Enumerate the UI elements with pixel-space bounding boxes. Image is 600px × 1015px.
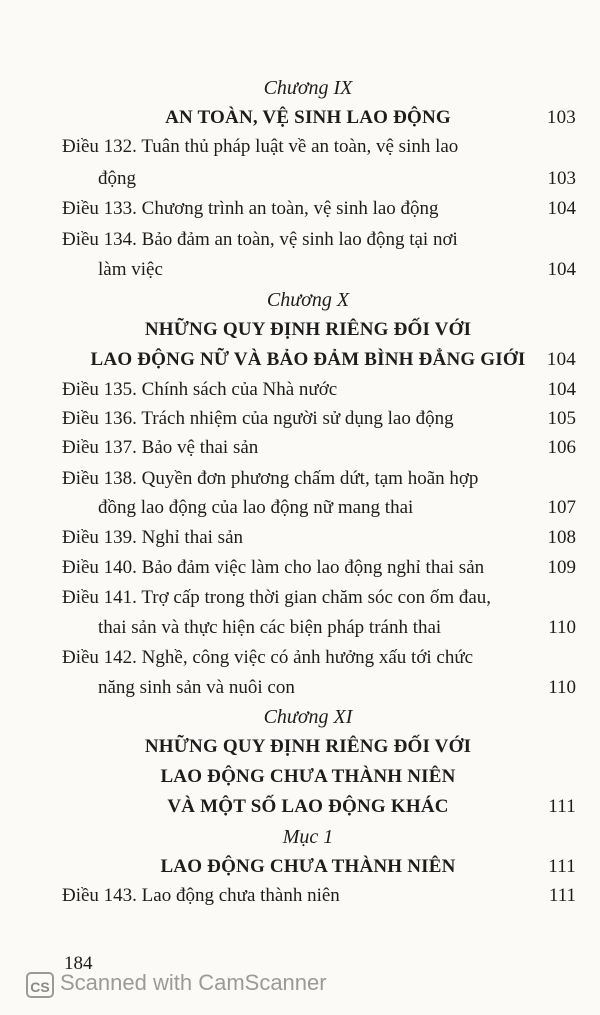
page-ref: 103 [547, 168, 576, 189]
toc-entry-art142: Điều 142. Nghề, công việc có ảnh hưởng xấu tới chức [62, 647, 474, 668]
chapter-xi-label: Chương XI [263, 706, 353, 728]
toc-entry-art138-cont: đồng lao động của lao động nữ mang thai 107 [62, 494, 576, 522]
page-ref: 110 [548, 617, 576, 638]
toc-entry-art133: Điều 133. Chương trình an toàn, vệ sinh lao động 104 [62, 195, 576, 223]
toc-entry-art142-cont: năng sinh sản và nuôi con 110 [62, 674, 576, 702]
camscanner-watermark: Scanned with CamScanner [60, 970, 327, 995]
page-ref: 110 [548, 677, 576, 698]
page-ref: 111 [548, 796, 576, 817]
toc-entry-art138: Điều 138. Quyền đơn phương chấm dứt, tạm hoãn hợp [62, 468, 479, 489]
page-ref: 111 [548, 885, 576, 906]
page-ref: 104 [547, 198, 576, 219]
chapter-ix-label: Chương IX [263, 77, 353, 99]
toc-entry-art137: Điều 137. Bảo vệ thai sản 106 [62, 434, 576, 462]
page-ref: 108 [547, 527, 576, 548]
chapter-ix-title: AN TOÀN, VỆ SINH LAO ĐỘNG 103 [40, 103, 576, 133]
toc-entry-art134: Điều 134. Bảo đảm an toàn, vệ sinh lao động tại nơi [62, 229, 458, 250]
page-ref: 104 [546, 349, 576, 370]
toc-entry-art141-cont: thai sản và thực hiện các biện pháp tránh thai 110 [62, 614, 576, 642]
toc-entry-art140: Điều 140. Bảo đảm việc làm cho lao động nghỉ thai sản 109 [62, 554, 576, 582]
chapter-xi-title-1: NHỮNG QUY ĐỊNH RIÊNG ĐỐI VỚI [144, 736, 472, 757]
page-ref: 111 [548, 856, 576, 877]
page-ref: 105 [547, 408, 576, 429]
toc-entry-art139: Điều 139. Nghỉ thai sản 108 [62, 524, 576, 552]
section-1-title: LAO ĐỘNG CHƯA THÀNH NIÊN 111 [40, 852, 576, 882]
toc-entry-art134-cont: làm việc 104 [62, 256, 576, 284]
toc-entry-art143: Điều 143. Lao động chưa thành niên 111 [62, 882, 576, 910]
camscanner-logo-icon: CS [26, 972, 54, 998]
page-ref: 109 [547, 557, 576, 578]
toc-entry-art135: Điều 135. Chính sách của Nhà nước 104 [62, 376, 576, 404]
chapter-xi-title-2: LAO ĐỘNG CHƯA THÀNH NIÊN [160, 766, 456, 787]
chapter-x-title-2: LAO ĐỘNG NỮ VÀ BẢO ĐẢM BÌNH ĐẲNG GIỚI 104 [40, 345, 576, 375]
page-ref: 104 [547, 259, 576, 280]
page-ref: 106 [547, 437, 576, 458]
chapter-x-label: Chương X [266, 289, 350, 311]
chapter-xi-title-3: VÀ MỘT SỐ LAO ĐỘNG KHÁC 111 [40, 792, 576, 822]
page-number: 184 [64, 953, 93, 974]
toc-entry-art141: Điều 141. Trợ cấp trong thời gian chăm sóc con ốm đau, [62, 587, 492, 608]
toc-entry-art132-cont: động 103 [62, 165, 576, 193]
page-ref: 107 [547, 497, 576, 518]
toc-entry-art132: Điều 132. Tuân thủ pháp luật về an toàn, vệ sinh lao [62, 136, 459, 157]
page-ref: 103 [546, 107, 576, 128]
section-1-label: Mục 1 [282, 826, 334, 848]
page-ref: 104 [547, 379, 576, 400]
toc-entry-art136: Điều 136. Trách nhiệm của người sử dụng lao động 105 [62, 405, 576, 433]
chapter-x-title-1: NHỮNG QUY ĐỊNH RIÊNG ĐỐI VỚI [144, 319, 472, 340]
